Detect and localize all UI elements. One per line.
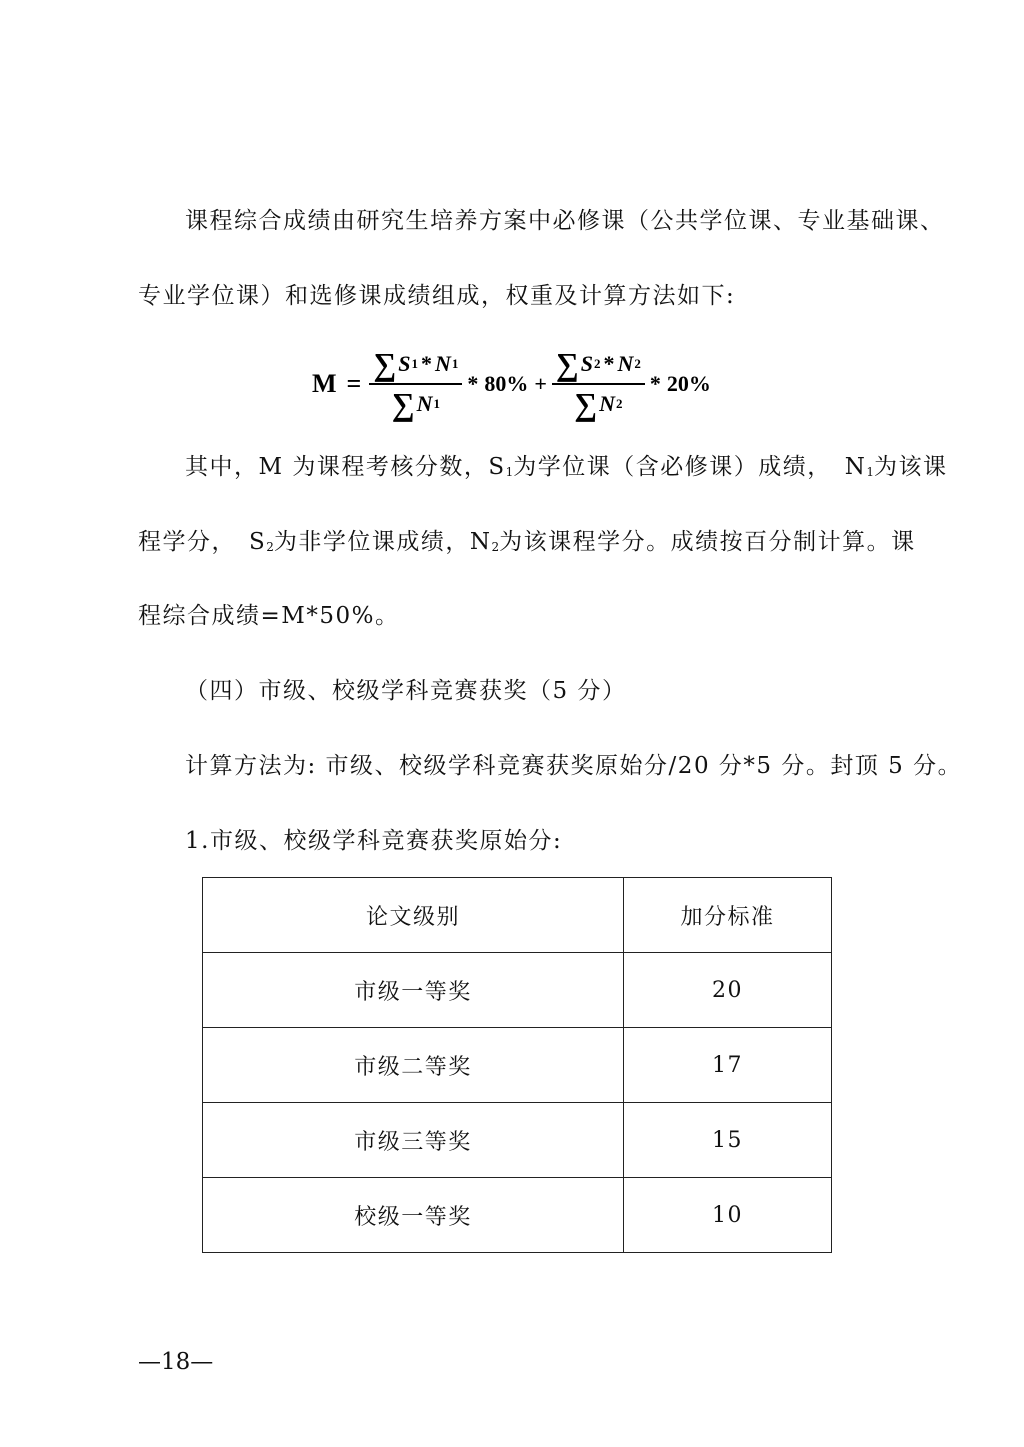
sigma-symbol: ∑ [574, 386, 598, 422]
table-row [203, 1178, 832, 1253]
var-n2: N [617, 351, 634, 376]
table-row [203, 1028, 832, 1103]
subscript: 1 [866, 465, 875, 479]
formula-lhs: M [312, 369, 337, 398]
sigma-symbol: ∑ [391, 386, 415, 422]
var-n2-sub: 2 [634, 356, 641, 371]
table-cell: 17 [624, 1028, 832, 1103]
paragraph-2-line-1 [185, 456, 948, 479]
page-number: —18— [138, 1349, 214, 1375]
times-symbol: * [420, 351, 432, 376]
sigma-symbol: ∑ [555, 346, 579, 382]
subheading: 1.市级、校级学科竞赛获奖原始分: [185, 828, 563, 854]
table-cell: 10 [624, 1178, 832, 1253]
table-header-row [203, 878, 832, 953]
var-n1-sub: 1 [451, 356, 459, 371]
text-segment: 程学分， S [138, 529, 267, 555]
table-cell: 市级二等奖 [203, 1028, 624, 1103]
var-n1: N [416, 391, 433, 416]
text-segment: 其中，M 为课程考核分数，S [185, 454, 506, 480]
fraction-1 [369, 348, 462, 420]
times-symbol: * [467, 371, 479, 396]
paragraph-1-line-1: 课程综合成绩由研究生培养方案中必修课（公共学位课、专业基础课、 [185, 208, 945, 234]
times-symbol: * [649, 371, 661, 396]
subscript: 2 [266, 540, 274, 554]
paragraph-2-line-2 [138, 531, 916, 554]
fraction-1-numerator [369, 348, 462, 380]
var-s1-sub: 1 [411, 356, 418, 371]
fraction-2-denominator [570, 388, 626, 420]
table-cell: 20 [624, 953, 832, 1028]
sigma-symbol: ∑ [373, 346, 397, 382]
award-table [202, 877, 832, 1253]
text-segment: 为学位课（含必修课）成绩， N [513, 454, 867, 480]
section-heading: （四）市级、校级学科竞赛获奖（5 分） [185, 678, 627, 704]
fraction-2-numerator [552, 348, 645, 380]
table-cell: 市级三等奖 [203, 1103, 624, 1178]
table-row [203, 1103, 832, 1178]
table-header-cell: 论文级别 [203, 878, 624, 953]
table-cell: 校级一等奖 [203, 1178, 624, 1253]
fraction-2 [552, 348, 645, 420]
var-n2-sub: 2 [615, 396, 623, 411]
weight-1: 80% [484, 371, 529, 396]
times-symbol: * [603, 351, 615, 376]
subscript: 1 [505, 465, 514, 479]
table-header-cell: 加分标准 [624, 878, 832, 953]
formula-equals: = [346, 369, 362, 398]
paragraph-1-line-2: 专业学位课）和选修课成绩组成，权重及计算方法如下: [138, 283, 736, 309]
var-s2-sub: 2 [593, 356, 601, 371]
fraction-bar [552, 383, 645, 385]
table-row [203, 953, 832, 1028]
calc-method: 计算方法为: 市级、校级学科竞赛获奖原始分/20 分*5 分。封顶 5 分。 [185, 753, 963, 779]
score-formula [312, 345, 714, 423]
var-n2: N [599, 391, 615, 416]
plus-symbol: + [534, 371, 547, 396]
text-segment: 为非学位课成绩，N [273, 529, 492, 555]
text-segment: 为该课 [874, 454, 948, 480]
subscript: 2 [491, 540, 500, 554]
var-n1: N [434, 351, 451, 376]
table-cell: 15 [624, 1103, 832, 1178]
var-n1-sub: 1 [433, 396, 440, 411]
fraction-1-denominator [388, 388, 444, 420]
var-s1: S [398, 351, 411, 376]
weight-2: 20% [666, 371, 711, 396]
var-s2: S [580, 351, 593, 376]
paragraph-2-line-3: 程综合成绩=M*50%。 [138, 603, 400, 629]
text-segment: 为该课程学分。成绩按百分制计算。课 [499, 529, 916, 555]
fraction-bar [369, 383, 462, 385]
table-cell: 市级一等奖 [203, 953, 624, 1028]
